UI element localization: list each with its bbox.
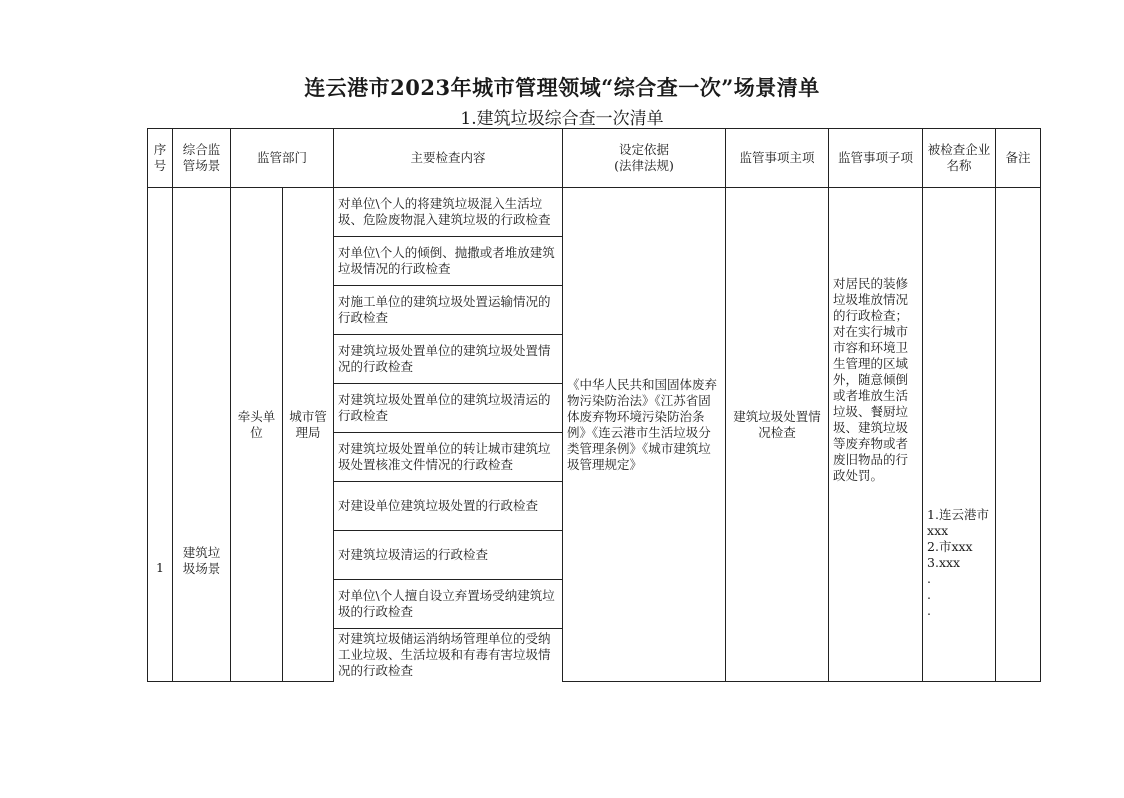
company-item: .: [927, 587, 931, 603]
header-basis: 设定依据 (法律法规): [563, 129, 726, 188]
company-item: 2.市xxx: [927, 539, 973, 555]
content-item: 对单位\个人擅自设立弃置场受纳建筑垃圾的行政检查: [334, 580, 563, 629]
header-scene: 综合监管场景: [173, 129, 231, 188]
header-sub-item: 监管事项子项: [829, 129, 923, 188]
inspection-table: [147, 128, 1041, 682]
content-item: 对建筑垃圾清运的行政检查: [334, 531, 563, 580]
row-basis: 《中华人民共和国固体废弃物污染防治法》《江苏省固体废弃物环境污染防治条例》《连云港市生活垃圾分类管理条例》《城市建筑垃圾管理规定》: [563, 188, 726, 682]
header-note: 备注: [996, 129, 1041, 188]
header-dept: 监管部门: [231, 129, 334, 188]
header-company: 被检查企业名称: [923, 129, 996, 188]
row-companies: [923, 188, 996, 682]
company-item: 3.xxx: [927, 555, 961, 571]
row-main-item: 建筑垃圾处置情况检查: [726, 188, 829, 682]
row-note: [996, 188, 1041, 682]
row-dept-name: 城市管理局: [283, 188, 334, 682]
company-item: .: [927, 603, 931, 619]
table-row: [148, 188, 1041, 237]
company-item: .: [927, 571, 931, 587]
content-item: 对建筑垃圾处置单位的转让城市建筑垃圾处置核准文件情况的行政检查: [334, 433, 563, 482]
company-item: 1.连云港市xxx: [927, 507, 989, 539]
content-item: 对施工单位的建筑垃圾处置运输情况的行政检查: [334, 286, 563, 335]
row-lead-unit: 牵头单位: [231, 188, 283, 682]
row-sub-item: 对居民的装修垃圾堆放情况的行政检查； 对在实行城市市容和环境卫生管理的区域外，随意倾倒或者堆放生活垃圾、餐厨垃圾、建筑垃圾等废弃物或者废旧物品的行政处罚。: [829, 188, 923, 682]
content-item: 对建筑垃圾储运消纳场管理单位的受纳工业垃圾、生活垃圾和有毒有害垃圾情况的行政检查: [334, 629, 563, 682]
content-item: 对建筑垃圾处置单位的建筑垃圾处置情况的行政检查: [334, 335, 563, 384]
content-item: 对建筑垃圾处置单位的建筑垃圾清运的行政检查: [334, 384, 563, 433]
table-header-row: [148, 129, 1041, 188]
header-content: 主要检查内容: [334, 129, 563, 188]
content-item: 对建设单位建筑垃圾处置的行政检查: [334, 482, 563, 531]
document-subtitle: 1.建筑垃圾综合查一次清单: [460, 109, 664, 129]
header-seq: 序号: [148, 129, 173, 188]
content-item: 对单位\个人的将建筑垃圾混入生活垃圾、危险废物混入建筑垃圾的行政检查: [334, 188, 563, 237]
row-seq: 1: [148, 188, 173, 682]
content-item: 对单位\个人的倾倒、抛撒或者堆放建筑垃圾情况的行政检查: [334, 237, 563, 286]
row-scene: 建筑垃圾场景: [173, 188, 231, 682]
document-title: 连云港市2023年城市管理领域“综合查一次”场景清单: [304, 75, 820, 100]
header-main-item: 监管事项主项: [726, 129, 829, 188]
